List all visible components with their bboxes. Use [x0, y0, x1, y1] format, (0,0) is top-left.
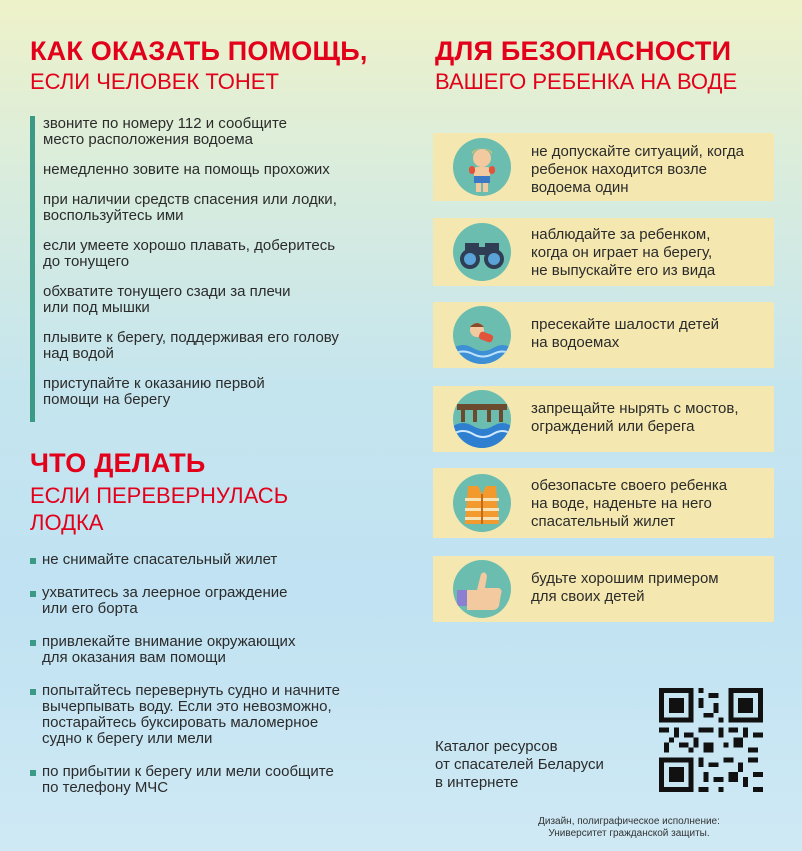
rescue-step-line: или под мышки	[43, 299, 150, 316]
boat-tip-line: судно к берегу или мели	[42, 730, 213, 747]
boat-capsized-list	[30, 552, 390, 813]
card-line: когда он играет на берегу,	[531, 244, 713, 261]
section2-subtitle-line2: ЛОДКА	[30, 510, 104, 535]
card-line: наблюдайте за ребенком,	[531, 226, 711, 243]
rescue-step-line: плывите к берегу, поддерживая его голову	[43, 329, 339, 346]
boat-tip-line: по телефону МЧС	[42, 779, 169, 796]
catalog-line: от спасателей Беларуси	[435, 756, 604, 773]
section2-subtitle-line1: ЕСЛИ ПЕРЕВЕРНУЛАСЬ	[30, 483, 289, 508]
section2-title: ЧТО ДЕЛАТЬ	[30, 448, 206, 478]
thumbs-up-icon	[453, 560, 511, 618]
safety-card-6	[433, 556, 774, 622]
card-line: на водоемах	[531, 334, 620, 351]
rescue-step-line: над водой	[43, 345, 114, 362]
rescue-step-line: до тонущего	[43, 253, 130, 270]
safety-card-1	[433, 133, 774, 201]
boat-tip-line: для оказания вам помощи	[42, 649, 226, 666]
card-line: спасательный жилет	[531, 513, 676, 530]
safety-card-4-text	[531, 400, 771, 436]
bridge-water-icon	[453, 390, 511, 448]
card-line: не выпускайте его из вида	[531, 262, 716, 279]
rescue-steps-list	[30, 116, 393, 422]
boat-tip-line: не снимайте спасательный жилет	[42, 551, 278, 568]
bullet-square-icon	[30, 689, 36, 695]
rescue-step-line: немедленно зовите на помощь прохожих	[43, 161, 330, 178]
bullet-square-icon	[30, 770, 36, 776]
boat-tip-item	[30, 634, 390, 666]
child-safety-subtitle: ВАШЕГО РЕБЕНКА НА ВОДЕ	[435, 69, 738, 94]
safety-card-4	[433, 386, 774, 452]
rescue-step-line: если умеете хорошо плавать, доберитесь	[43, 237, 336, 254]
qr-code[interactable]	[659, 688, 763, 792]
boat-tip-item	[30, 552, 390, 568]
rescue-step-line: помощи на берегу	[43, 391, 171, 408]
safety-card-6-text	[531, 570, 771, 606]
rescue-step-item	[43, 376, 393, 408]
section1-subtitle: ЕСЛИ ЧЕЛОВЕК ТОНЕТ	[30, 69, 279, 94]
boat-tip-item	[30, 683, 390, 747]
safety-card-5	[433, 468, 774, 538]
boat-tip-line: привлекайте внимание окружающих	[42, 633, 296, 650]
rescue-step-line: звоните по номеру 112 и сообщите	[43, 115, 287, 132]
life-vest-icon	[453, 474, 511, 532]
catalog-line: в интернете	[435, 774, 519, 791]
card-line: обезопасьте своего ребенка	[531, 477, 728, 494]
resource-catalog-text	[435, 738, 635, 792]
rescue-step-item	[43, 162, 393, 178]
card-line: на воде, наденьте на него	[531, 495, 712, 512]
rescue-step-line: при наличии средств спасения или лодки,	[43, 191, 337, 208]
boat-tip-line: вычерпывать воду. Если это невозможно,	[42, 698, 332, 715]
rescue-step-line: место расположения водоема	[43, 131, 254, 148]
section1-title: КАК ОКАЗАТЬ ПОМОЩЬ,	[30, 36, 368, 66]
boat-tip-item	[30, 585, 390, 617]
safety-card-5-text	[531, 477, 771, 531]
boat-tip-line: попытайтесь перевернуть судно и начните	[42, 682, 341, 699]
card-line: водоема один	[531, 179, 629, 196]
rescue-step-item	[43, 192, 393, 224]
boat-tip-line: или его борта	[42, 600, 138, 617]
card-line: ограждений или берега	[531, 418, 695, 435]
binoculars-icon	[453, 223, 511, 281]
card-line: не допускайте ситуаций, когда	[531, 143, 744, 160]
rescue-step-item	[43, 116, 393, 148]
credits-line: Дизайн, полиграфическое исполнение:	[538, 816, 720, 827]
card-line: для своих детей	[531, 588, 645, 605]
child-safety-title: ДЛЯ БЕЗОПАСНОСТИ	[435, 36, 732, 66]
safety-card-2-text	[531, 226, 771, 280]
safety-card-3	[433, 302, 774, 368]
safety-card-2	[433, 218, 774, 286]
rescue-step-item	[43, 238, 393, 270]
card-line: ребенок находится возле	[531, 161, 708, 178]
safety-card-3-text	[531, 316, 771, 352]
safety-card-1-text	[531, 143, 771, 197]
boat-tip-line: постарайтесь буксировать маломерное	[42, 714, 319, 731]
boat-tip-line: по прибытии к берегу или мели сообщите	[42, 763, 334, 780]
rescue-step-item	[43, 330, 393, 362]
rescue-step-line: обхватите тонущего сзади за плечи	[43, 283, 291, 300]
credits	[433, 816, 767, 840]
rescue-step-line: воспользуйтесь ими	[43, 207, 184, 224]
boat-tip-line: ухватитесь за леерное ограждение	[42, 584, 288, 601]
bullet-square-icon	[30, 640, 36, 646]
bullet-square-icon	[30, 591, 36, 597]
drowning-child-icon	[453, 306, 511, 364]
rescue-step-line: приступайте к оказанию первой	[43, 375, 265, 392]
credits-line: Университет гражданской защиты.	[548, 828, 710, 839]
card-line: пресекайте шалости детей	[531, 316, 720, 333]
child-swimmer-icon	[453, 138, 511, 196]
boat-tip-item	[30, 764, 390, 796]
card-line: запрещайте нырять с мостов,	[531, 400, 739, 417]
catalog-line: Каталог ресурсов	[435, 738, 558, 755]
card-line: будьте хорошим примером	[531, 570, 719, 587]
rescue-step-item	[43, 284, 393, 316]
bullet-square-icon	[30, 558, 36, 564]
